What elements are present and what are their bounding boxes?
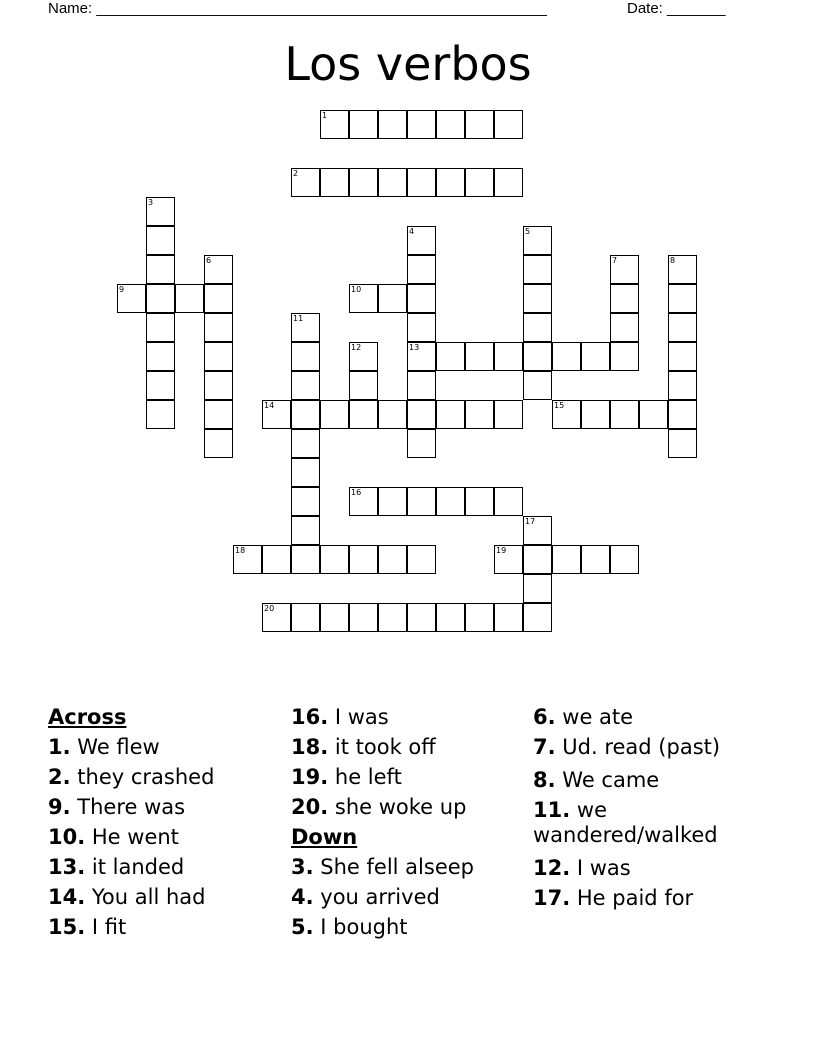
grid-cell[interactable] (291, 168, 320, 197)
grid-cell[interactable] (407, 371, 436, 400)
grid-cell[interactable] (523, 603, 552, 632)
grid-cell[interactable] (320, 168, 349, 197)
grid-cell[interactable] (378, 284, 407, 313)
grid-cell[interactable] (668, 342, 697, 371)
grid-cell[interactable] (581, 342, 610, 371)
date-field-label: Date: _______ (627, 0, 726, 17)
grid-clue-number: 14 (264, 401, 275, 410)
clue-across-18: 18. it took off (291, 735, 436, 759)
grid-cell[interactable] (349, 110, 378, 139)
grid-cell[interactable] (291, 487, 320, 516)
grid-cell[interactable] (407, 603, 436, 632)
grid-cell[interactable] (668, 429, 697, 458)
grid-cell[interactable] (349, 603, 378, 632)
grid-cell[interactable] (291, 458, 320, 487)
clue-down-12: 12. I was (533, 856, 631, 880)
grid-cell[interactable] (349, 371, 378, 400)
grid-cell[interactable] (494, 342, 523, 371)
grid-cell[interactable] (436, 400, 465, 429)
grid-cell[interactable] (378, 545, 407, 574)
clue-down-7: 7. Ud. read (past) (533, 735, 721, 759)
grid-cell[interactable] (204, 429, 233, 458)
clue-down-17: 17. He paid for (533, 886, 694, 910)
grid-cell[interactable] (262, 400, 291, 429)
grid-cell[interactable] (407, 110, 436, 139)
grid-cell[interactable] (639, 400, 668, 429)
grid-cell[interactable] (262, 603, 291, 632)
clue-down-11: 11. we wandered/walked (533, 798, 718, 847)
grid-cell[interactable] (610, 313, 639, 342)
grid-clue-number: 13 (409, 343, 420, 352)
down-heading: Down (291, 825, 358, 849)
grid-clue-number: 18 (235, 546, 246, 555)
grid-cell[interactable] (407, 545, 436, 574)
grid-cell[interactable] (407, 255, 436, 284)
grid-cell[interactable] (146, 371, 175, 400)
grid-cell[interactable] (668, 371, 697, 400)
grid-cell[interactable] (378, 487, 407, 516)
clue-across-13: 13. it landed (48, 855, 185, 879)
grid-cell[interactable] (465, 110, 494, 139)
grid-clue-number: 11 (293, 314, 304, 323)
page-title: Los verbos (284, 37, 532, 91)
grid-cell[interactable] (407, 342, 436, 371)
grid-cell[interactable] (349, 168, 378, 197)
grid-cell[interactable] (204, 371, 233, 400)
grid-cell[interactable] (291, 516, 320, 545)
grid-clue-number: 16 (351, 488, 362, 497)
grid-clue-number: 20 (264, 604, 275, 613)
grid-cell[interactable] (146, 284, 175, 313)
grid-clue-number: 3 (148, 198, 154, 207)
grid-cell[interactable] (320, 110, 349, 139)
clue-down-8: 8. We came (533, 768, 660, 792)
clue-down-3: 3. She fell alseep (291, 855, 474, 879)
grid-clue-number: 2 (293, 169, 299, 178)
grid-cell[interactable] (407, 313, 436, 342)
grid-cell[interactable] (436, 487, 465, 516)
grid-cell[interactable] (581, 545, 610, 574)
grid-cell[interactable] (523, 226, 552, 255)
grid-cell[interactable] (291, 371, 320, 400)
grid-cell[interactable] (349, 342, 378, 371)
grid-cell[interactable] (465, 603, 494, 632)
grid-cell[interactable] (523, 516, 552, 545)
grid-cell[interactable] (523, 284, 552, 313)
grid-cell[interactable] (436, 603, 465, 632)
grid-cell[interactable] (668, 313, 697, 342)
clue-across-14: 14. You all had (48, 885, 206, 909)
grid-cell[interactable] (494, 487, 523, 516)
grid-cell[interactable] (204, 255, 233, 284)
grid-cell[interactable] (349, 487, 378, 516)
grid-cell[interactable] (291, 603, 320, 632)
clue-across-2: 2. they crashed (48, 765, 215, 789)
grid-cell[interactable] (146, 255, 175, 284)
grid-cell[interactable] (378, 110, 407, 139)
grid-cell[interactable] (552, 342, 581, 371)
grid-cell[interactable] (291, 429, 320, 458)
grid-cell[interactable] (378, 603, 407, 632)
grid-cell[interactable] (581, 400, 610, 429)
clue-across-19: 19. he left (291, 765, 402, 789)
grid-cell[interactable] (407, 168, 436, 197)
grid-cell[interactable] (146, 342, 175, 371)
grid-cell[interactable] (146, 313, 175, 342)
grid-cell[interactable] (523, 545, 552, 574)
grid-cell[interactable] (146, 197, 175, 226)
grid-cell[interactable] (465, 400, 494, 429)
grid-cell[interactable] (349, 284, 378, 313)
grid-cell[interactable] (494, 110, 523, 139)
clue-column-2 (291, 702, 521, 942)
grid-cell[interactable] (320, 545, 349, 574)
grid-cell[interactable] (378, 400, 407, 429)
grid-cell[interactable] (233, 545, 262, 574)
clue-down-6: 6. we ate (533, 705, 634, 729)
grid-cell[interactable] (523, 574, 552, 603)
grid-clue-number: 15 (554, 401, 565, 410)
clue-across-9: 9. There was (48, 795, 186, 819)
clue-across-15: 15. I fit (48, 915, 127, 939)
grid-cell[interactable] (523, 342, 552, 371)
grid-cell[interactable] (610, 284, 639, 313)
grid-cell[interactable] (436, 168, 465, 197)
grid-cell[interactable] (291, 313, 320, 342)
grid-cell[interactable] (668, 284, 697, 313)
clue-down-4: 4. you arrived (291, 885, 440, 909)
grid-cell[interactable] (204, 400, 233, 429)
grid-cell[interactable] (523, 313, 552, 342)
grid-clue-number: 7 (612, 256, 618, 265)
grid-cell[interactable] (465, 342, 494, 371)
grid-cell[interactable] (436, 342, 465, 371)
grid-cell[interactable] (552, 400, 581, 429)
grid-cell[interactable] (436, 110, 465, 139)
grid-clue-number: 1 (322, 111, 328, 120)
grid-cell[interactable] (610, 342, 639, 371)
grid-cell[interactable] (146, 226, 175, 255)
clue-across-10: 10. He went (48, 825, 179, 849)
grid-cell[interactable] (320, 603, 349, 632)
grid-cell[interactable] (465, 487, 494, 516)
grid-cell[interactable] (349, 400, 378, 429)
grid-cell[interactable] (523, 255, 552, 284)
grid-cell[interactable] (610, 400, 639, 429)
grid-cell[interactable] (204, 284, 233, 313)
grid-cell[interactable] (407, 429, 436, 458)
grid-cell[interactable] (494, 545, 523, 574)
grid-cell[interactable] (175, 284, 204, 313)
grid-cell[interactable] (610, 545, 639, 574)
grid-clue-number: 5 (525, 227, 531, 236)
grid-cell[interactable] (523, 371, 552, 400)
clue-across-16: 16. I was (291, 705, 389, 729)
grid-cell[interactable] (494, 400, 523, 429)
grid-cell[interactable] (146, 400, 175, 429)
clue-column-3 (533, 702, 773, 913)
grid-clue-number: 19 (496, 546, 507, 555)
grid-clue-number: 9 (119, 285, 125, 294)
name-field-label: Name: ______________________________________________________ (48, 0, 547, 17)
grid-cell[interactable] (262, 545, 291, 574)
grid-cell[interactable] (204, 342, 233, 371)
grid-clue-number: 10 (351, 285, 362, 294)
grid-cell[interactable] (494, 603, 523, 632)
clue-column-1 (48, 702, 278, 942)
grid-cell[interactable] (465, 168, 494, 197)
grid-cell[interactable] (668, 400, 697, 429)
grid-cell[interactable] (407, 284, 436, 313)
grid-cell[interactable] (552, 545, 581, 574)
grid-cell[interactable] (494, 168, 523, 197)
grid-clue-number: 12 (351, 343, 362, 352)
grid-cell[interactable] (668, 255, 697, 284)
grid-clue-number: 17 (525, 517, 536, 526)
clue-down-5: 5. I bought (291, 915, 408, 939)
grid-cell[interactable] (320, 400, 349, 429)
grid-clue-number: 6 (206, 256, 212, 265)
across-heading: Across (48, 705, 127, 729)
grid-cell[interactable] (407, 226, 436, 255)
grid-cell[interactable] (610, 255, 639, 284)
grid-cell[interactable] (349, 545, 378, 574)
grid-cell[interactable] (407, 400, 436, 429)
grid-cell[interactable] (117, 284, 146, 313)
grid-clue-number: 8 (670, 256, 676, 265)
grid-cell[interactable] (378, 168, 407, 197)
grid-cell[interactable] (407, 487, 436, 516)
clue-across-1: 1. We flew (48, 735, 160, 759)
grid-cell[interactable] (291, 342, 320, 371)
grid-cell[interactable] (291, 545, 320, 574)
grid-cell[interactable] (291, 400, 320, 429)
clue-across-20: 20. she woke up (291, 795, 467, 819)
grid-cell[interactable] (204, 313, 233, 342)
grid-clue-number: 4 (409, 227, 415, 236)
